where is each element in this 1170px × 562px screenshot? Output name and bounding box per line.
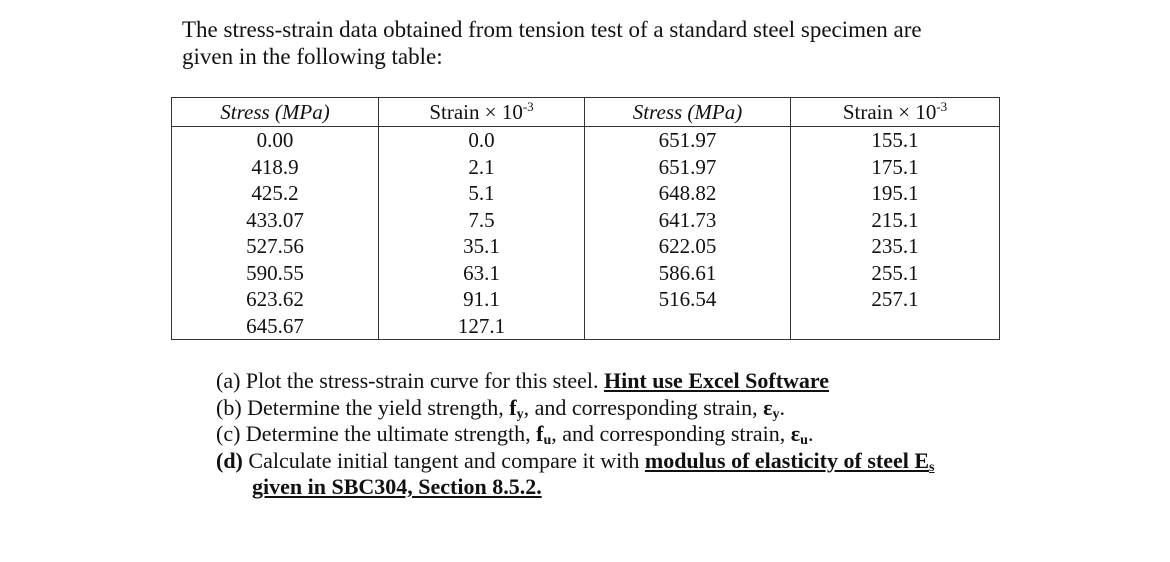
strain-cell: 127.1	[379, 313, 585, 340]
stress-cell: 651.97	[585, 154, 791, 181]
stress-cell: 433.07	[172, 207, 379, 234]
table-row	[172, 154, 1000, 181]
table-body	[172, 127, 1000, 340]
strain-cell: 255.1	[871, 260, 919, 285]
strain-cell: 7.5	[379, 207, 585, 234]
stress-cell: 622.05	[585, 233, 791, 260]
stress-cell: 645.67	[172, 313, 379, 340]
strain-cell: 0.0	[379, 127, 585, 154]
intro-line-1: The stress-strain data obtained from tension test of a standard steel specimen are	[182, 17, 922, 42]
hint-text: Hint use Excel Software	[603, 368, 830, 393]
table-row	[172, 207, 1000, 234]
strain-cell: 5.1	[379, 180, 585, 207]
strain-cell: 63.1	[379, 260, 585, 287]
header-strain-right: Strain × $10^{-3}$	[791, 98, 1000, 127]
stress-cell: 590.55	[172, 260, 379, 287]
header-stress-right: Stress (MPa)	[585, 98, 791, 127]
table-row	[172, 180, 1000, 207]
strain-cell: 175.1	[871, 154, 919, 179]
stress-cell: 651.97	[585, 127, 791, 154]
table-row	[172, 233, 1000, 260]
intro-line-2: given in the following table:	[182, 44, 443, 69]
stress-cell: 516.54	[585, 286, 791, 313]
stress-cell: 641.73	[585, 207, 791, 234]
strain-cell: 35.1	[379, 233, 585, 260]
modulus-reference: modulus of elasticity of steel E	[644, 447, 930, 473]
stress-cell: 425.2	[172, 180, 379, 207]
strain-cell: 235.1	[871, 234, 919, 259]
question-a: (a) Plot the stress-strain curve for this steel. Hint use Excel Software	[216, 368, 830, 393]
stress-strain-table	[171, 97, 1000, 340]
table-row	[172, 286, 1000, 313]
table-header-row	[172, 98, 1000, 127]
stress-cell: 418.9	[172, 154, 379, 181]
strain-cell: 257.1	[871, 287, 919, 312]
stress-cell	[585, 313, 791, 340]
header-stress-left: Stress (MPa)	[172, 98, 379, 127]
table-row	[172, 127, 1000, 154]
strain-cell	[791, 313, 1000, 340]
strain-cell: 155.1	[871, 128, 919, 153]
strain-cell: 195.1	[871, 181, 919, 206]
question-list	[216, 368, 1016, 501]
stress-cell: 623.62	[172, 286, 379, 313]
header-strain-left: Strain × $10^{-3}$	[379, 98, 585, 127]
stress-cell: 586.61	[585, 260, 791, 287]
table-row	[172, 260, 1000, 287]
stress-cell: 648.82	[585, 180, 791, 207]
question-b: (b) Determine the yield strength, $f_y$, and corresponding strain, $\varepsilon_y$.	[216, 394, 785, 422]
strain-cell: 91.1	[379, 286, 585, 313]
problem-intro	[182, 16, 982, 70]
table-row	[172, 313, 1000, 340]
strain-cell: 2.1	[379, 154, 585, 181]
sbc304-reference: given in SBC304, Section 8.5.2.	[252, 474, 542, 499]
strain-cell: 215.1	[871, 207, 919, 232]
question-d-continued	[216, 474, 1016, 501]
question-c: (c) Determine the ultimate strength, $f_u$, and corresponding strain, $\varepsilon_u$.	[216, 421, 814, 448]
question-d: (d) Calculate initial tangent and compare it with modulus of elasticity of steel $E_s$	[216, 447, 935, 475]
stress-cell: 0.00	[172, 127, 379, 154]
stress-cell: 527.56	[172, 233, 379, 260]
